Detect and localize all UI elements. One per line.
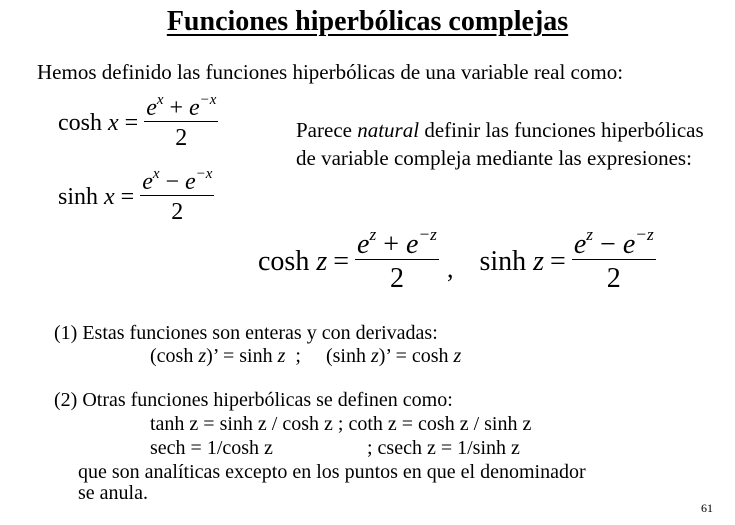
denominator: 2 xyxy=(171,199,184,226)
exponent: z xyxy=(369,224,377,244)
equals-sign: = xyxy=(550,245,566,277)
derivative-text: (cosh xyxy=(150,345,199,367)
exp-base: e xyxy=(357,229,370,260)
fraction-bar xyxy=(572,259,656,260)
numerator xyxy=(140,165,214,195)
operator: + xyxy=(169,95,184,121)
item2-line2b: ; csech z = 1/sinh z xyxy=(367,437,520,459)
variable: x xyxy=(108,110,119,137)
item2-line1: tanh z = sinh z / cosh z ; coth z = cosh z / sinh z xyxy=(150,413,532,435)
complex-intro-paragraph xyxy=(296,116,716,172)
denominator: 2 xyxy=(175,125,188,152)
variable: z xyxy=(316,245,328,277)
exponent: −x xyxy=(199,91,217,108)
operator: − xyxy=(600,229,616,260)
derivative-text: (sinh xyxy=(325,345,371,367)
exp-base: e xyxy=(406,229,419,260)
numerator xyxy=(144,91,218,121)
denominator: 2 xyxy=(389,263,404,295)
fraction-bar xyxy=(140,195,214,196)
separator-comma: , xyxy=(446,253,454,283)
fraction-bar xyxy=(355,259,439,260)
variable: z xyxy=(453,345,462,367)
item1-heading: (1) Estas funciones son enteras y con derivadas: xyxy=(54,322,438,344)
emphasized-word: natural xyxy=(357,118,420,142)
variable: z xyxy=(370,345,379,367)
equals-sign: = xyxy=(124,110,139,137)
item2-line2a: sech = 1/cosh z xyxy=(150,437,273,459)
denominator: 2 xyxy=(606,263,621,295)
formula-sinh-real xyxy=(58,165,214,226)
operator: + xyxy=(383,229,400,260)
equals-sign: = xyxy=(120,184,135,211)
fraction xyxy=(355,224,439,295)
separator: ; xyxy=(285,345,326,367)
page-number: 61 xyxy=(701,501,713,515)
item2-line3: que son analíticas excepto en los puntos en que el denominador xyxy=(78,461,586,483)
exp-base: e xyxy=(622,229,636,260)
exp-base: e xyxy=(185,169,196,195)
paragraph-text: Parece xyxy=(296,118,358,142)
function-name: cosh xyxy=(258,245,310,277)
intro-text: Hemos definido las funciones hiperbólicas de una variable real como: xyxy=(37,60,624,84)
fraction xyxy=(572,224,656,295)
derivative-text: )’ = cosh xyxy=(378,345,454,367)
function-name: cosh xyxy=(58,110,102,137)
fraction xyxy=(144,91,218,152)
exponent: x xyxy=(152,165,160,182)
variable: z xyxy=(533,245,545,277)
item2-line4: se anula. xyxy=(78,482,148,504)
function-name: sinh xyxy=(479,245,527,277)
variable: z xyxy=(198,345,207,367)
operator: − xyxy=(165,169,180,195)
exp-base: e xyxy=(573,229,587,260)
page-title: Funciones hiperbólicas complejas xyxy=(166,6,569,37)
exponent: −z xyxy=(635,224,654,244)
variable: x xyxy=(104,184,115,211)
item1-derivatives xyxy=(150,345,461,367)
exp-base: e xyxy=(189,95,200,121)
fraction-bar xyxy=(144,121,218,122)
derivative-text: )’ = sinh xyxy=(206,345,278,367)
function-name: sinh xyxy=(58,184,99,211)
paragraph-text: definir las funciones hiperbólicas de variable compleja mediante las expresiones: xyxy=(296,118,704,170)
exp-base: e xyxy=(142,169,153,195)
exponent: z xyxy=(586,224,594,244)
exponent: −x xyxy=(195,165,213,182)
numerator xyxy=(355,224,439,260)
exp-base: e xyxy=(146,95,157,121)
item2-heading: (2) Otras funciones hiperbólicas se definen como: xyxy=(54,389,453,411)
formula-complex-row xyxy=(258,224,656,295)
exponent: x xyxy=(156,91,164,108)
exponent: −z xyxy=(418,224,437,244)
variable: z xyxy=(277,345,286,367)
equals-sign: = xyxy=(333,245,350,277)
formula-cosh-real xyxy=(58,91,218,152)
fraction xyxy=(140,165,214,226)
numerator xyxy=(572,224,656,260)
